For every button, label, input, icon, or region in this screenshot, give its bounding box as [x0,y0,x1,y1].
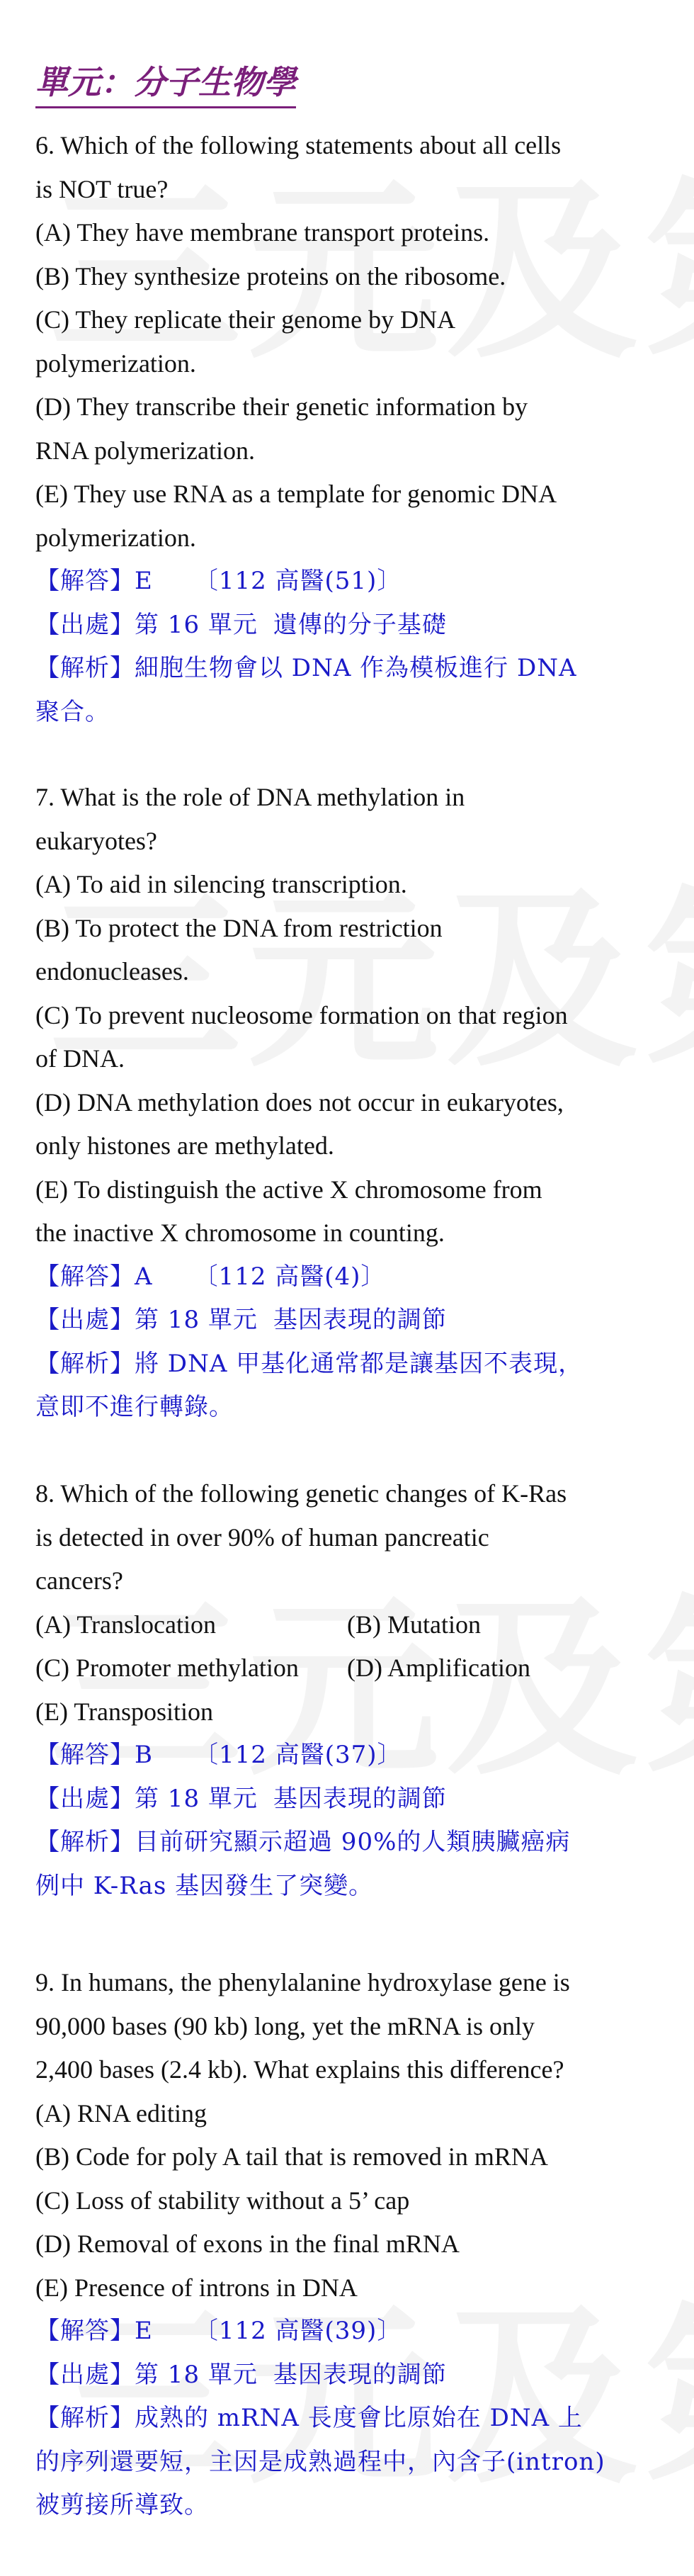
option-d: (D) They transcribe their genetic information by [35,392,528,421]
question-stem-line: 7. What is the role of DNA methylation in [35,783,465,811]
explanation-line [35,2397,659,2441]
question-7 [35,776,659,1430]
option-a: (A) Translocation [35,1610,216,1639]
option-e: (E) To distinguish the active X chromosome from [35,1175,542,1204]
option-b: (B) Code for poly A tail that is removed in mRNA [35,2142,548,2171]
question-stem-line: eukaryotes? [35,826,157,855]
option-c-cont: of DNA. [35,1044,125,1073]
question-8 [35,1472,659,1908]
explanation-tag: 【解析】 [35,2404,135,2432]
answer-value: A [135,1262,153,1291]
option-b: (B) Mutation [347,1610,481,1639]
answer-value: E [135,567,153,595]
source-tag: 【出處】 [35,1784,135,1813]
question-stem-line: is detected in over 90% of human pancreatic [35,1523,489,1552]
explanation-line [35,647,659,691]
explanation-text-cont: 被剪接所導致。 [35,2491,209,2519]
source-unit: 第 18 單元 [135,1306,258,1334]
source-topic: 基因表現的調節 [273,2360,447,2389]
answer-line [35,560,659,604]
answer-tag: 【解答】 [35,1262,135,1291]
question-6 [35,124,659,734]
question-9 [35,1961,659,2528]
source-topic: 遺傳的分子基礎 [273,610,447,639]
question-stem-line: 90,000 bases (90 kb) long, yet the mRNA is only [35,2011,535,2040]
unit-title: 單元：分子生物學 [35,57,296,108]
answer-reference: 〔112 高醫(4)〕 [193,1262,386,1291]
explanation-tag: 【解析】 [35,1828,135,1856]
answer-line [35,1734,659,1778]
option-c: (C) They replicate their genome by DNA [35,305,456,334]
source-line [35,2354,659,2397]
answer-line [35,2310,659,2354]
option-e-cont: polymerization. [35,523,196,552]
source-unit: 第 16 單元 [135,610,258,639]
source-tag: 【出處】 [35,610,135,639]
question-stem-line: cancers? [35,1566,123,1595]
option-d-cont: only histones are methylated. [35,1131,334,1160]
explanation-text: 將 DNA 甲基化通常都是讓基因不表現， [135,1349,584,1378]
option-b: (B) They synthesize proteins on the ribosome. [35,261,506,290]
option-row [35,1603,659,1647]
answer-value: E [135,2317,153,2345]
option-c-cont: polymerization. [35,349,196,378]
option-e: (E) Presence of introns in DNA [35,2273,358,2302]
option-a: (A) To aid in silencing transcription. [35,870,407,898]
option-a: (A) RNA editing [35,2098,207,2128]
option-d: (D) DNA methylation does not occur in eukaryotes, [35,1088,564,1117]
question-stem-line: 6. Which of the following statements about all cells [35,131,562,159]
option-c: (C) Promoter methylation [35,1654,299,1682]
answer-reference: 〔112 高醫(37)〕 [194,1741,402,1769]
question-stem-line: 8. Which of the following genetic changes of K-Ras [35,1479,567,1508]
option-d: (D) Amplification [347,1654,530,1682]
answer-value: B [135,1741,153,1769]
explanation-text-cont: 聚合。 [35,697,110,726]
source-tag: 【出處】 [35,1306,135,1334]
source-unit: 第 18 單元 [135,2360,258,2389]
answer-tag: 【解答】 [35,567,135,595]
option-c: (C) To prevent nucleosome formation on that region [35,1000,568,1029]
explanation-text-cont: 的序列還要短，主因是成熟過程中，內含子(intron) [35,2447,605,2476]
option-c: (C) Loss of stability without a 5’ cap [35,2186,410,2215]
option-d-cont: RNA polymerization. [35,436,255,465]
explanation-text-cont: 例中 K-Ras 基因發生了突變。 [35,1871,374,1900]
answer-line [35,1255,659,1299]
explanation-tag: 【解析】 [35,654,135,682]
option-b-cont: endonucleases. [35,957,189,985]
explanation-line [35,1821,659,1865]
explanation-text: 目前研究顯示超過 90%的人類胰臟癌病 [135,1828,571,1856]
source-tag: 【出處】 [35,2360,135,2389]
option-b: (B) To protect the DNA from restriction [35,913,443,942]
option-a: (A) They have membrane transport proteins. [35,218,490,247]
explanation-line [35,1343,659,1386]
option-e: (E) Transposition [35,1697,214,1726]
explanation-text: 成熟的 mRNA 長度會比原始在 DNA 上 [135,2404,583,2432]
option-e-cont: the inactive X chromosome in counting. [35,1219,445,1247]
explanation-text-cont: 意即不進行轉錄。 [35,1393,234,1421]
source-line [35,604,659,648]
source-line [35,1778,659,1821]
explanation-tag: 【解析】 [35,1349,135,1378]
source-topic: 基因表現的調節 [273,1306,447,1334]
question-stem-line: 9. In humans, the phenylalanine hydroxylase gene is [35,1968,570,1996]
answer-reference: 〔112 高醫(51)〕 [193,567,402,595]
source-unit: 第 18 單元 [135,1784,258,1813]
option-row [35,1646,659,1690]
option-d: (D) Removal of exons in the final mRNA [35,2230,460,2258]
answer-tag: 【解答】 [35,1741,135,1769]
source-topic: 基因表現的調節 [273,1784,447,1813]
option-e: (E) They use RNA as a template for genomic DNA [35,480,557,508]
explanation-text: 細胞生物會以 DNA 作為模板進行 DNA [135,654,577,682]
source-line [35,1299,659,1343]
answer-tag: 【解答】 [35,2317,135,2345]
question-stem-line: 2,400 bases (2.4 kb). What explains this difference? [35,2055,564,2084]
answer-reference: 〔112 高醫(39)〕 [193,2317,402,2345]
question-stem-line: is NOT true? [35,174,169,203]
